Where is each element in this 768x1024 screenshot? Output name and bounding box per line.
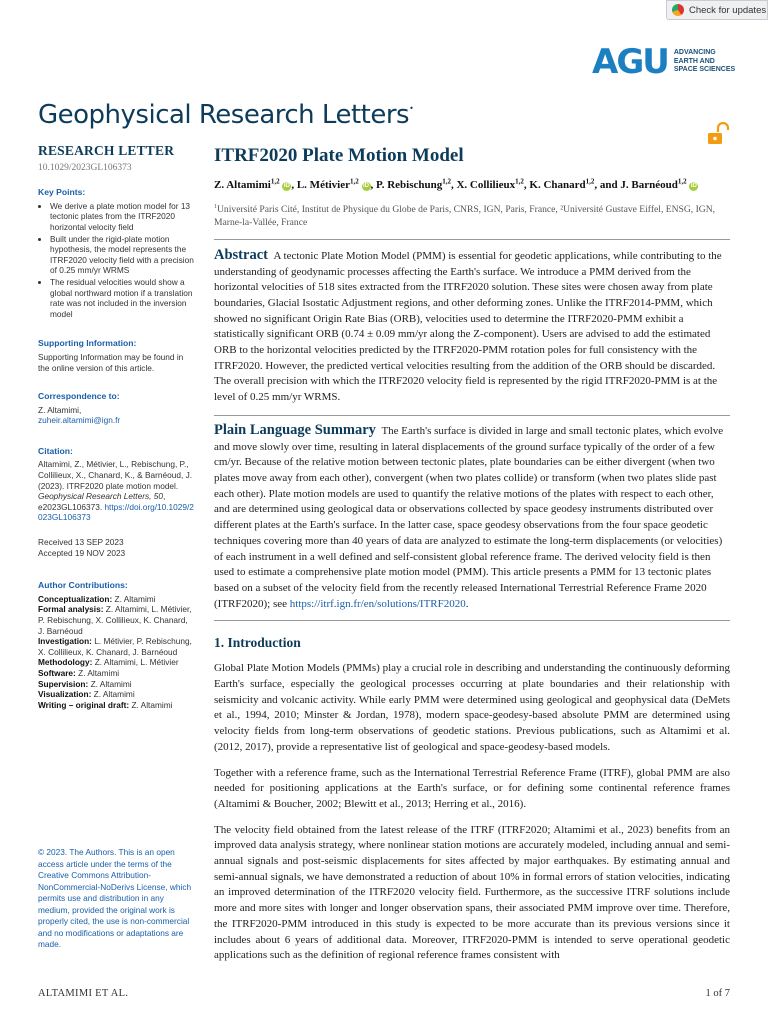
citation-doi-link[interactable]: https://doi.org/10.1029/2023GL106373: [38, 501, 194, 523]
article-type: RESEARCH LETTER: [38, 143, 175, 158]
license-notice[interactable]: © 2023. The Authors. This is an open access article under the terms of the Creative Commons Attribution-NonCommercial-NoDerivs License, which permits use and distribution in any medium, provided the original work is properly cited, the use is non-commercial and no modifications or adaptations are made.: [38, 847, 192, 949]
journal-title: Geophysical Research Letters•: [38, 100, 414, 130]
contribution-item: Writing – original draft: Z. Altamimi: [38, 699, 173, 710]
article-title: ITRF2020 Plate Motion Model: [214, 145, 464, 166]
check-for-updates-button[interactable]: [666, 0, 768, 20]
intro-paragraph: Together with a reference frame, such as the International Terrestrial Reference Frame (ITRF), global PMM are also needed for positioning applications at the Earth's surface, or for defining some continental reference frames (Altamimi & Boucher, 2002; Blewitt et al., 2013; Herring et al., 2016).: [214, 766, 730, 810]
contribution-item: Investigation: L. Métivier, P. Rebischung, X. Collilieux, K. Chanard, J. Barnéoud: [38, 636, 192, 657]
correspondence-heading: Correspondence to:: [38, 391, 120, 402]
check-for-updates-label: Check for updates: [689, 4, 767, 16]
page-number: 1 of 7: [705, 988, 730, 999]
key-points-list: [38, 201, 194, 320]
orcid-icon[interactable]: iD: [690, 182, 697, 189]
affiliations: $^1$Université Paris Cité, Institut de Physique du Globe de Paris, CNRS, IGN, Paris, France, ²Université Gustave Eiffel, ENSG, IGN, Marne-la-Vallée, France: [214, 203, 716, 228]
agu-logo-mark: AGU: [592, 42, 668, 82]
author[interactable]: K. Chanard$^{1,2}$, and: [529, 177, 621, 191]
agu-logo[interactable]: [592, 42, 742, 82]
supporting-heading: Supporting Information:: [38, 338, 137, 349]
author[interactable]: J. Barnéoud$^{1,2}$ iD: [620, 177, 697, 191]
contributions-heading: Author Contributions:: [38, 580, 128, 591]
contributions-list: [38, 594, 194, 711]
article-body: [214, 145, 730, 964]
pls-label: Plain Language Summary: [214, 421, 376, 438]
lock-open-icon[interactable]: [706, 122, 730, 146]
received-date: Received 13 SEP 2023: [38, 537, 124, 548]
intro-paragraph: Global Plate Motion Models (PMMs) play a crucial role in describing and understanding the continuously deforming Earth's surface, especially the geological processes occurring at plate boundaries and their relationship with seismicity and volcanic activity. While early PMM were determined using geological and geophysical data (DeMets et al., 1994, 2010; Minster & Jordan, 1978), modern space-geodesy-based absolute PMM are determined using velocity fields from long-term observations of geodetic stations. Previous publications, such as Altamimi et al. (2012, 2017), provide a representative list of geological and space-geodesy-based models.: [214, 662, 730, 753]
citation: Altamimi, Z., Métivier, L., Rebischung, P., Collilieux, X., Chanard, K., & Barnéoud, J. (2023). ITRF2020 plate motion model. Geophysical Research Letters, 50, e2023GL106373. https://doi.org/10.1029/2023GL106373: [38, 459, 194, 523]
abstract: Abstract A tectonic Plate Motion Model (PMM) is essential for geodetic applications, while contributing to the understanding of geodynamic processes affecting the Earth's surface. We introduce a PMM derived from the horizontal velocities of 518 sites extracted from the ITRF2020 solution. These sites were chosen away from plate boundaries, Glacial Isostatic Adjustment regions, and other deforming zones. Unlike the ITRF2014-PMM, which showed no significant Origin Rate Bias (ORB), velocities used to determine the ITRF2020-PMM exhibit a statistically significant ORB (0.74 ± 0.09 mm/yr along the Z-component). Users are advised to add the estimated ORB to the horizontal velocities predicted by the ITRF2020-PMM rotation poles for full consistency with the ITRF2020. However, the predicted vertical velocities resulting from the addition of the ORB should be discarded. The overall precision with which the ITRF2020 velocity field is represented by the rigid ITRF2020-PMM is at the level of 0.25 mm/yr WRMS.: [214, 246, 722, 404]
author[interactable]: P. Rebischung$^{1,2}$,: [376, 177, 457, 191]
sidebar: [38, 143, 194, 710]
plain-language-summary: Plain Language Summary The Earth's surface is divided in large and small tectonic plates, which evolve and move slowly over time, resulting in lateral displacements of the ground surface typically of the order of a few cm/yr. Because of the relative motion between tectonic plates, plate boundaries can be either divergent (when two plates move away from each other), convergent (when two plates collide) or transform (when two plates slide past each other). Plate motion models are used to quantify the relative motions of the plates with respect to each other, and are determined using geological data or observations collected by space geodesy instruments distributed over different plates at the Earth's surface. In the latter case, space geodesy observations from the four space geodetic techniques covering more than 40 years of data are analyzed to estimate the long-term displacements (or velocities) of each instrument in a well defined and self-consistent global reference frame. The derived velocity field is then used to estimate a comprehensive plate motion model (PMM). This article presents a PMM for 13 tectonic plates based on a subset of the velocity field from the recently released International Terrestrial Reference Frame 2020 (ITRF2020); see https://itrf.ign.fr/en/solutions/ITRF2020.: [214, 421, 724, 610]
key-points-heading: Key Points:: [38, 187, 86, 198]
contribution-item: Formal analysis: Z. Altamimi, L. Métivier, P. Rebischung, X. Collilieux, K. Chanard, J. Barnéoud: [38, 604, 192, 636]
accepted-date: Accepted 19 NOV 2023: [38, 547, 126, 558]
author-list: [214, 177, 730, 191]
contribution-item: Supervision: Z. Altamimi: [38, 678, 132, 689]
key-point: • The residual velocities would show a global northward motion if a translation rate was not included in the inversion model: [50, 277, 194, 319]
intro-paragraph: The velocity field obtained from the latest release of the ITRF (ITRF2020; Altamimi et al., 2023) benefits from an improved data analysis strategy, where nonlinear station motions are accurately modeled, including annual and semi-annual signals and post-seismic displacements for sites affected by major earthquakes. By estimating annual and semi-annual signals, we have demonstrated a reduction of about 10% in formal errors of station velocities, indicating an improved determination of the ITRF2020 velocity field. Furthermore, as the successive ITRF solutions include more and more sites with longer and longer observation spans, their associated PMM improve over time. Therefore, the ITRF2020-PMM introduced in this study is expected to be more accurate than its previous versions since it includes about 6 years of additional data. Moreover, ITRF2020-PMM is intended to serve operational geodetic applications such as the definition of regional reference frames consistent with: [214, 823, 730, 962]
abstract-label: Abstract: [214, 246, 268, 263]
itrf-link[interactable]: https://itrf.ign.fr/en/solutions/ITRF2020: [289, 597, 466, 610]
key-point: • We derive a plate motion model for 13 tectonic plates from the ITRF2020 horizontal velocity field: [50, 201, 194, 233]
author[interactable]: Z. Altamimi$^{1,2}$ iD ,: [214, 177, 297, 191]
crossmark-icon: [672, 4, 684, 16]
introduction-heading: 1. Introduction: [214, 635, 301, 651]
supporting-text: Supporting Information may be found in the online version of this article.: [38, 351, 184, 373]
orcid-icon[interactable]: iD: [363, 182, 369, 189]
contribution-item: Conceptualization: Z. Altamimi: [38, 593, 156, 604]
author[interactable]: X. Collilieux$^{1,2}$,: [456, 177, 530, 191]
contribution-item: Methodology: Z. Altamimi, L. Métivier: [38, 657, 179, 668]
contribution-item: Visualization: Z. Altamimi: [38, 689, 135, 700]
correspondence-name: Z. Altamimi,: [38, 404, 82, 415]
author[interactable]: L. Métivier$^{1,2}$ iD ,: [296, 177, 376, 191]
agu-tagline: ADVANCING EARTH AND SPACE SCIENCES: [673, 49, 736, 74]
correspondence-email[interactable]: zuheir.altamimi@ign.fr: [38, 415, 121, 426]
orcid-icon[interactable]: iD: [283, 182, 290, 189]
doi[interactable]: 10.1029/2023GL106373: [38, 162, 132, 173]
key-point: • Built under the rigid-plate motion hypothesis, the model represents the ITRF2020 velocity field with a precision of 0.25 mm/yr WRMS: [50, 234, 194, 276]
running-footer-authors: ALTAMIMI ET AL.: [38, 988, 129, 999]
contribution-item: Software: Z. Altamimi: [38, 667, 120, 678]
citation-heading: Citation:: [38, 445, 73, 456]
